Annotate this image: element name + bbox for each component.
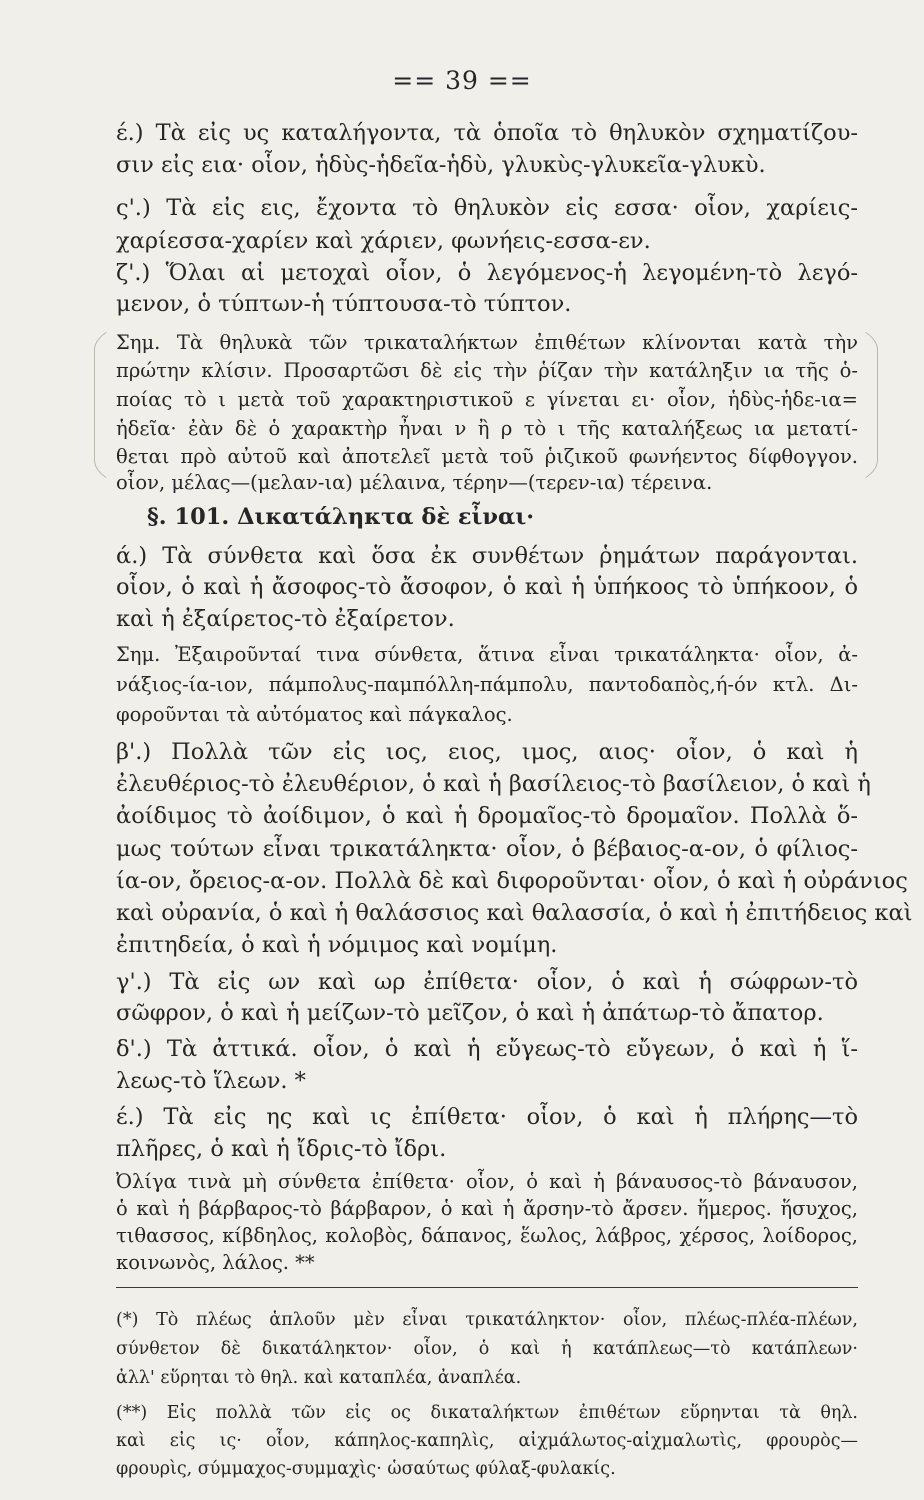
note-line: κοινωνὸς, λάλος. ** xyxy=(116,1251,315,1274)
note-line: φοροῦνται τὰ αὐτόματος καὶ πάγκαλος. xyxy=(116,703,513,726)
text-line: καὶ ἡ ἐξαίρετος-τὸ ἐξαίρετον. xyxy=(116,606,455,632)
note-line: Σημ. Ἐξαιροῦνταί τινα σύνθετα, ἅτινα εἶναι τρικατάληκτα· οἷον, ἀ- xyxy=(116,643,858,666)
text-line: ς'.) Τὰ εἰς εις, ἔχοντα τὸ θηλυκὸν εἰς εσσα· οἷον, χαρίεις- xyxy=(116,195,858,221)
note-line: οἷον, μέλας—(μελαν-ια) μέλαινα, τέρην—(τερεν-ια) τέρεινα. xyxy=(116,471,713,494)
page-number: == 39 == xyxy=(392,66,532,95)
note-line: τιθασσος, κίβδηλος, κολοβὸς, δάπανος, ἕωλος, λάβρος, χέρσος, λοίδορος, xyxy=(116,1224,858,1247)
footnote-line: φρουρὶς, σύμμαχος-συμμαχὶς· ὡσαύτως φύλαξ-φυλακίς. xyxy=(116,1459,616,1479)
footnote-line: ἀλλ' εὕρηται τὸ θηλ. καὶ καταπλέα, ἀναπλέα. xyxy=(116,1368,522,1388)
note-line: νάξιος-ία-ιον, πάμπολυς-παμπόλλη-πάμπολυ, παντοδαπὸς,ή-όν κτλ. Δι- xyxy=(116,673,858,696)
text-line: καὶ οὐρανία, ὁ καὶ ἡ θαλάσσιος καὶ θαλασσία, ὁ καὶ ἡ ἐπιτήδειος καὶ xyxy=(116,900,913,926)
note-line: Σημ. Τὰ θηλυκὰ τῶν τρικαταλήκτων ἐπιθέτων κλίνονται κατὰ τὴν xyxy=(116,331,858,354)
text-line: μενον, ὁ τύπτων-ἡ τύπτουσα-τὸ τύπτον. xyxy=(116,291,572,317)
text-line: ία-ον, ὄρειος-α-ον. Πολλὰ δὲ καὶ διφοροῦνται· οἷον, ὁ καὶ ἡ οὐράνιος xyxy=(116,868,908,894)
text-line: β'.) Πολλὰ τῶν εἰς ιος, ειος, ιμος, αιος· οἷον, ὁ καὶ ἡ xyxy=(116,739,858,765)
text-line: μως τούτων εἶναι τρικατάληκτα· οἷον, ὁ βέβαιος-α-ον, ὁ φίλιος- xyxy=(116,836,858,862)
text-line: έ.) Τὰ εἰς ης καὶ ις ἐπίθετα· οἷον, ὁ καὶ ἡ πλήρης—τὸ xyxy=(116,1104,858,1130)
footnote-line: καὶ εἰς ις· οἷον, κάπηλος-καπηλὶς, αἰχμάλωτος-αἰχμαλωτὶς, φρουρὸς— xyxy=(116,1431,858,1451)
footnote-rule xyxy=(116,1287,858,1288)
text-line: ἐλευθέριος-τὸ ἐλευθέριον, ὁ καὶ ἡ βασίλειος-τὸ βασίλειον, ὁ καὶ ἡ xyxy=(116,771,871,797)
text-line: ζ'.) Ὅλαι αἱ μετοχαὶ οἷον, ὁ λεγόμενος-ἡ λεγομένη-τὸ λεγό- xyxy=(116,260,858,286)
text-line: σιν εἰς εια· οἷον, ἡδὺς-ἡδεῖα-ἡδὺ, γλυκὺς-γλυκεῖα-γλυκὺ. xyxy=(116,152,766,178)
footnote-line: (*) Τὸ πλέως ἁπλοῦν μὲν εἶναι τρικατάληκτον· οἷον, πλέως-πλέα-πλέων, xyxy=(116,1310,858,1330)
note-line: ποίας τὸ ι μετὰ τοῦ χαρακτηριστικοῦ ε γίνεται ει· οἷον, ἡδὺς-ἡδε-ια= xyxy=(116,388,858,411)
text-line: γ'.) Τὰ εἰς ων καὶ ωρ ἐπίθετα· οἷον, ὁ καὶ ἡ σώφρων-τὸ xyxy=(116,969,858,995)
text-line: ἐπιτηδεία, ὁ καὶ ἡ νόμιμος καὶ νομίμη. xyxy=(116,932,558,958)
text-line: λεως-τὸ ἵλεων. * xyxy=(116,1068,306,1094)
text-line: ἀοίδιμος τὸ ἀοίδιμον, ὁ καὶ ἡ δρομαῖος-τὸ δρομαῖον. Πολλὰ ὅ- xyxy=(116,803,858,829)
text-line: ά.) Τὰ σύνθετα καὶ ὅσα ἐκ συνθέτων ῥημάτων παράγονται. xyxy=(116,543,858,569)
section-heading: §. 101. Δικατάληκτα δὲ εἶναι· xyxy=(147,504,535,530)
note-line: ὁ καὶ ἡ βάρβαρος-τὸ βάρβαρον, ὁ καὶ ἡ ἄρσην-τὸ ἄρσεν. ἥμερος. ἥσυχος, xyxy=(116,1197,858,1220)
text-line: χαρίεσσα-χαρίεν καὶ χάριεν, φωνήεις-εσσα-εν. xyxy=(116,228,651,254)
note-line: θεται πρὸ αὐτοῦ καὶ ἀποτελεῖ μετὰ τοῦ ῥιζικοῦ φωνήεντος δίφθογγον. xyxy=(116,445,858,468)
text-line: πλῆρες, ὁ καὶ ἡ ἴδρις-τὸ ἴδρι. xyxy=(116,1136,447,1162)
note-line: πρώτην κλίσιν. Προσαρτῶσι δὲ εἰς τὴν ῥίζαν τὴν κατάληξιν ια τῆς ὁ- xyxy=(116,359,858,382)
text-line: δ'.) Τὰ ἀττικά. οἷον, ὁ καὶ ἡ εὔγεως-τὸ εὔγεων, ὁ καὶ ἡ ἵ- xyxy=(116,1036,858,1062)
text-line: οἷον, ὁ καὶ ἡ ἄσοφος-τὸ ἄσοφον, ὁ καὶ ἡ ὑπήκοος τὸ ὑπήκοον, ὁ xyxy=(116,574,858,600)
footnote-line: (**) Εἰς πολλὰ τῶν εἰς ος δικαταλήκτων ἐπιθέτων εὕρηνται τὰ θηλ. xyxy=(116,1403,858,1423)
footnote-line: σύνθετον δὲ δικατάληκτον· οἷον, ὁ καὶ ἡ κατάπλεως—τὸ κατάπλεων· xyxy=(116,1339,858,1359)
note-line: ἡδεῖα· ἐὰν δὲ ὁ χαρακτὴρ ἦναι ν ἢ ρ τὸ ι τῆς καταλήξεως ια μετατί- xyxy=(116,417,858,440)
text-line: έ.) Τὰ εἰς υς καταλήγοντα, τὰ ὁποῖα τὸ θηλυκὸν σχηματίζου- xyxy=(116,120,858,146)
text-line: σῶφρον, ὁ καὶ ἡ μείζων-τὸ μεῖζον, ὁ καὶ ἡ ἀπάτωρ-τὸ ἄπατορ. xyxy=(116,1000,824,1026)
note-line: Ὀλίγα τινὰ μὴ σύνθετα ἐπίθετα· οἷον, ὁ καὶ ἡ βάναυσος-τὸ βάναυσον, xyxy=(116,1170,858,1193)
